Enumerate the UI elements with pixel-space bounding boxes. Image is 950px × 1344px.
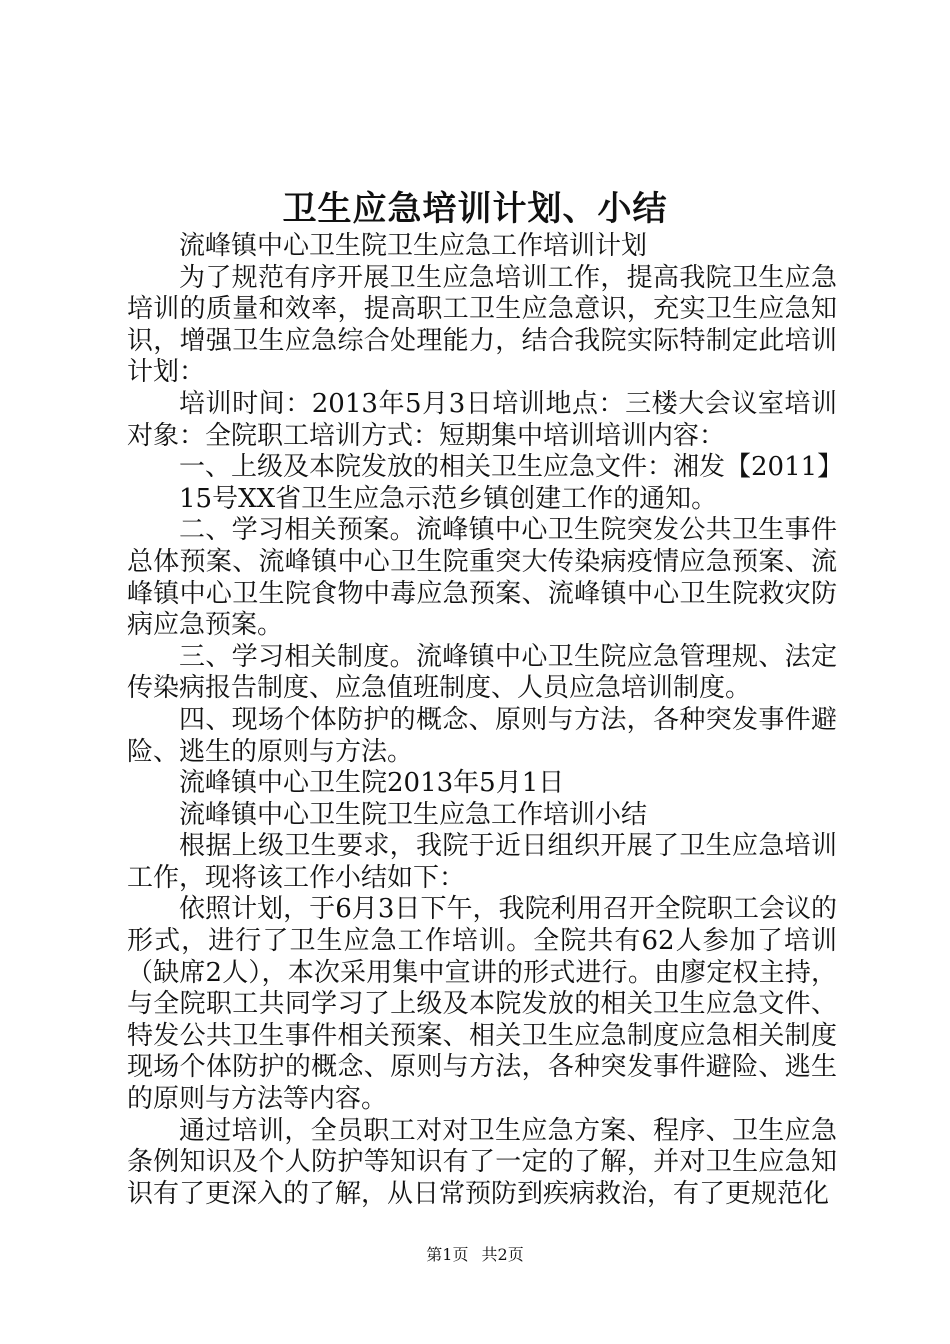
paragraph: 二、学习相关预案。流峰镇中心卫生院突发公共卫生事件总体预案、流峰镇中心卫生院重突大传染病疫情应急预案、流峰镇中心卫生院食物中毒应急预案、流峰镇中心卫生院救灾防病应急预案。 [127,515,837,641]
paragraph: 根据上级卫生要求，我院于近日组织开展了卫生应急培训工作，现将该工作小结如下： [127,831,837,893]
paragraph: 一、上级及本院发放的相关卫生应急文件：湘发【2011】 [179,452,844,483]
paragraph: 流峰镇中心卫生院卫生应急工作培训小结 [179,799,648,830]
page-number: 第1页 [426,1245,469,1264]
paragraph: 流峰镇中心卫生院2013年5月1日 [179,768,565,799]
paragraph: 依照计划，于6月3日下午，我院利用召开全院职工会议的形式，进行了卫生应急工作培训。全院共有62人参加了培训（缺席2人），本次采用集中宣讲的形式进行。由廖定权主持，与全院职工共同学习了上级及本院发放的相关卫生应急文件、特发公共卫生事件相关预案、相关卫生应急制度应急相关制度现场个体防护的概念、原则与方法，各种突发事件避险、逃生的原则与方法等内容。 [127,894,837,1115]
paragraph: 为了规范有序开展卫生应急培训工作，提高我院卫生应急培训的质量和效率，提高职工卫生应急意识，充实卫生应急知识，增强卫生应急综合处理能力，结合我院实际特制定此培训计划： [127,262,837,388]
paragraph: 三、学习相关制度。流峰镇中心卫生院应急管理规、法定传染病报告制度、应急值班制度、人员应急培训制度。 [127,641,837,704]
paragraph: 四、现场个体防护的概念、原则与方法，各种突发事件避险、逃生的原则与方法。 [127,704,837,767]
paragraph: 通过培训，全员职工对对卫生应急方案、程序、卫生应急条例知识及个人防护等知识有了一定的了解，并对卫生应急知识有了更深入的了解，从日常预防到疾病救治，有了更规范化 [127,1115,837,1209]
paragraph: 培训时间：2013年5月3日培训地点：三楼大会议室培训对象：全院职工培训方式：短期集中培训培训内容： [127,388,837,451]
paragraph: 15号XX省卫生应急示范乡镇创建工作的通知。 [179,483,718,514]
document-title: 卫生应急培训计划、小结 [282,189,668,229]
paragraph: 流峰镇中心卫生院卫生应急工作培训计划 [179,231,648,261]
document-body [127,231,844,1210]
page-total: 共2页 [481,1245,524,1264]
page-footer [0,1243,950,1267]
